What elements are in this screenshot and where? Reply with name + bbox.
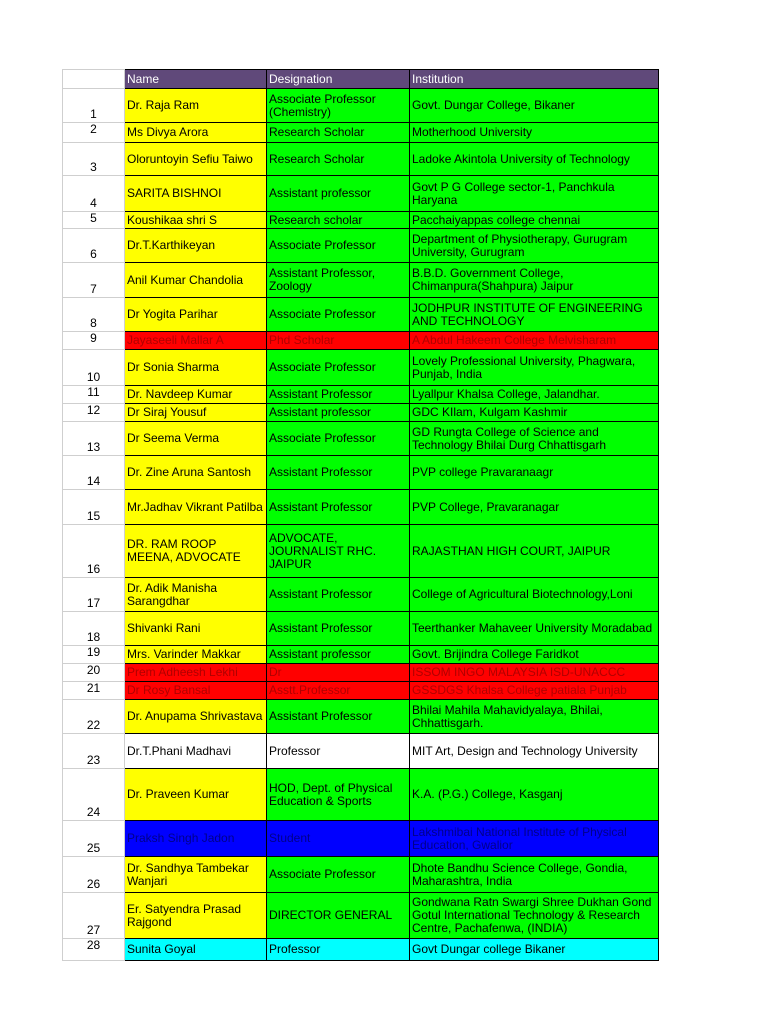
table-row — [63, 612, 659, 646]
name-cell — [125, 612, 267, 646]
designation-cell-text: Associate Professor — [269, 361, 376, 374]
table-row — [63, 646, 659, 664]
row-number-text: 26 — [86, 878, 101, 891]
header-institution: Institution — [410, 70, 659, 89]
designation-cell — [267, 525, 410, 578]
name-cell — [125, 404, 267, 422]
row-number — [63, 893, 125, 939]
row-number-text: 15 — [86, 510, 101, 523]
institution-cell — [410, 404, 659, 422]
name-cell — [125, 821, 267, 857]
designation-cell — [267, 350, 410, 386]
row-number-text: 28 — [86, 939, 101, 952]
row-number-text: 25 — [86, 842, 101, 855]
row-number-text: 17 — [86, 597, 101, 610]
institution-cell-text: Bhilai Mahila Mahavidyalaya, Bhilai, Chhattisgarh. — [412, 703, 603, 730]
row-number-text: 8 — [90, 317, 97, 330]
table-row — [63, 664, 659, 682]
institution-cell-text: PVP College, Pravaranagar — [412, 500, 560, 514]
name-cell-text: Shivanki Rani — [127, 622, 201, 635]
row-number-text: 11 — [87, 386, 100, 399]
table-row — [63, 490, 659, 525]
name-cell — [125, 700, 267, 734]
row-number — [63, 386, 125, 404]
institution-cell-text: College of Agricultural Biotechnology,Loni — [412, 588, 633, 601]
row-number-text: 7 — [90, 283, 97, 296]
institution-cell-text: JODHPUR INSTITUTE OF ENGINEERING AND TECHNOLOGY — [412, 301, 643, 328]
name-cell — [125, 212, 267, 229]
row-number-text: 24 — [86, 806, 101, 819]
table-row — [63, 893, 659, 939]
name-cell-text: Prem Adheesh Lekhi — [127, 666, 238, 679]
designation-cell-text: Assistant professor — [269, 406, 372, 419]
row-number — [63, 734, 125, 769]
name-cell-text: Dr. Zine Aruna Santosh — [127, 466, 252, 479]
row-number-text: 18 — [86, 631, 101, 644]
institution-cell — [410, 263, 659, 298]
name-cell-text: Dr. Praveen Kumar — [127, 788, 230, 801]
name-cell — [125, 578, 267, 612]
name-cell-text: DR. RAM ROOP MEENA, ADVOCATE — [127, 538, 241, 564]
name-cell — [125, 893, 267, 939]
name-cell-text: Ms Divya Arora — [127, 126, 209, 139]
institution-cell — [410, 578, 659, 612]
row-number-text: 1 — [90, 108, 97, 121]
institution-cell — [410, 893, 659, 939]
name-cell-text: Dr Rosy Bansal — [127, 684, 211, 697]
institution-cell-text: Govt. Brijindra College Faridkot — [412, 648, 579, 661]
designation-cell — [267, 664, 410, 682]
designation-cell — [267, 612, 410, 646]
designation-cell — [267, 212, 410, 229]
institution-cell — [410, 700, 659, 734]
institution-cell — [410, 386, 659, 404]
table-row — [63, 422, 659, 456]
designation-cell-text: Assistant Professor, Zoology — [269, 267, 376, 293]
row-number — [63, 332, 125, 350]
name-cell-text: Dr Siraj Yousuf — [127, 406, 207, 419]
row-number — [63, 769, 125, 821]
institution-cell — [410, 229, 659, 263]
designation-cell-text: Associate Professor — [269, 239, 376, 252]
designation-cell — [267, 332, 410, 350]
row-number — [63, 422, 125, 456]
designation-cell — [267, 646, 410, 664]
institution-cell — [410, 734, 659, 769]
name-cell-text: Mr.Jadhav Vikrant Patilba — [127, 500, 263, 514]
institution-cell — [410, 456, 659, 490]
designation-cell — [267, 263, 410, 298]
designation-cell — [267, 939, 410, 961]
institution-cell — [410, 612, 659, 646]
header-row — [63, 70, 659, 89]
row-number — [63, 456, 125, 490]
name-cell — [125, 939, 267, 961]
designation-cell-text: Associate Professor (Chemistry) — [269, 92, 376, 119]
row-number — [63, 646, 125, 664]
header-name: Name — [125, 70, 267, 89]
header-number — [63, 70, 125, 89]
row-number — [63, 578, 125, 612]
designation-cell — [267, 700, 410, 734]
name-cell-text: Dr Sonia Sharma — [127, 361, 220, 374]
table-row — [63, 263, 659, 298]
designation-cell-text: Research Scholar — [269, 152, 365, 166]
name-cell — [125, 332, 267, 350]
designation-cell-text: DIRECTOR GENERAL — [269, 909, 393, 922]
institution-cell-text: Gondwana Ratn Swargi Shree Dukhan Gond Gotul International Technology & Research Centre, Pachafenwa, (INDIA) — [412, 896, 652, 935]
institution-cell-text: B.B.D. Government College, Chimanpura(Shahpura) Jaipur — [412, 267, 574, 293]
designation-cell-text: Assistant Professor — [269, 388, 373, 401]
designation-cell — [267, 734, 410, 769]
designation-cell-text: Associate Professor — [269, 432, 376, 445]
designation-cell — [267, 229, 410, 263]
designation-cell-text: Assistant Professor — [269, 710, 373, 723]
name-cell-text: Oloruntoyin Sefiu Taiwo — [127, 152, 253, 166]
name-cell-text: Dr. Adik Manisha Sarangdhar — [127, 581, 218, 608]
designation-cell-text: HOD, Dept. of Physical Education & Sports — [269, 781, 393, 808]
institution-cell — [410, 769, 659, 821]
institution-cell-text: GDC KIlam, Kulgam Kashmir — [412, 406, 568, 419]
row-number — [63, 263, 125, 298]
institution-cell-text: Motherhood University — [412, 126, 533, 139]
table-row — [63, 456, 659, 490]
designation-cell-text: Assistant Professor — [269, 466, 373, 479]
institution-cell-text: Lakshmibai National Institute of Physical Education, Gwalior — [412, 825, 627, 852]
name-cell-text: Dr. Sandhya Tambekar Wanjari — [127, 861, 249, 888]
row-number — [63, 682, 125, 700]
name-cell-text: Dr. Anupama Shrivastava — [127, 710, 263, 723]
designation-cell-text: Associate Professor — [269, 868, 376, 881]
table-row — [63, 578, 659, 612]
table-row — [63, 212, 659, 229]
row-number-text: 23 — [86, 754, 101, 767]
designation-cell-text: Research Scholar — [269, 126, 365, 139]
designation-cell — [267, 456, 410, 490]
institution-cell — [410, 821, 659, 857]
institution-cell-text: K.A. (P.G.) College, Kasganj — [412, 788, 563, 801]
institution-cell — [410, 143, 659, 176]
designation-cell-text: Professor — [269, 744, 321, 758]
table-body — [63, 89, 659, 961]
designation-cell-text: ADVOCATE, JOURNALIST RHC. JAIPUR — [269, 531, 377, 571]
row-number-text: 4 — [90, 197, 97, 210]
institution-cell-text: Ladoke Akintola University of Technology — [412, 152, 630, 166]
name-cell — [125, 123, 267, 143]
designation-cell — [267, 404, 410, 422]
name-cell-text: Dr. Raja Ram — [127, 99, 200, 112]
row-number-text: 2 — [90, 123, 97, 136]
institution-cell-text: Govt. Dungar College, Bikaner — [412, 99, 575, 112]
designation-cell-text: Student — [269, 832, 311, 845]
institution-cell-text: Pacchaiyappas college chennai — [412, 213, 581, 227]
designation-cell — [267, 386, 410, 404]
institution-cell-text: GD Rungta College of Science and Technology Bhilai Durg Chhattisgarh — [412, 425, 607, 452]
name-cell-text: Koushikaa shri S — [127, 213, 218, 227]
institution-cell — [410, 298, 659, 332]
designation-cell — [267, 176, 410, 212]
row-number — [63, 525, 125, 578]
designation-cell — [267, 89, 410, 123]
table-row — [63, 386, 659, 404]
designation-cell-text: Assistant professor — [269, 187, 372, 200]
designation-cell-text: Assistant Professor — [269, 500, 373, 514]
designation-cell — [267, 298, 410, 332]
header-designation: Designation — [267, 70, 410, 89]
institution-cell — [410, 212, 659, 229]
name-cell-text: Jayaseeli Mallar A — [127, 334, 224, 347]
name-cell — [125, 769, 267, 821]
row-number-text: 6 — [90, 248, 97, 261]
table-row — [63, 89, 659, 123]
table-row — [63, 857, 659, 893]
institution-cell-text: Lovely Professional University, Phagwara, Punjab, India — [412, 354, 636, 381]
name-cell — [125, 682, 267, 700]
name-cell-text: Dr Seema Verma — [127, 432, 220, 445]
designation-cell-text: Dr — [269, 666, 282, 679]
name-cell-text: Er. Satyendra Prasad Rajgond — [127, 902, 242, 929]
table-row — [63, 939, 659, 961]
name-cell-text: Dr Yogita Parihar — [127, 308, 218, 321]
name-cell-text: Praksh Singh Jadon — [127, 832, 235, 845]
row-number — [63, 664, 125, 682]
institution-cell-text: PVP college Pravaranaagr — [412, 466, 554, 479]
name-cell — [125, 298, 267, 332]
name-cell — [125, 664, 267, 682]
institution-cell-text: Govt Dungar college Bikaner — [412, 943, 566, 956]
name-cell-text: Sunita Goyal — [127, 943, 196, 956]
designation-cell — [267, 821, 410, 857]
row-number — [63, 404, 125, 422]
institution-cell-text: GSSDGS Khalsa College patiala Punjab — [412, 684, 627, 697]
row-number — [63, 123, 125, 143]
institution-cell — [410, 664, 659, 682]
designation-cell — [267, 893, 410, 939]
table-row — [63, 769, 659, 821]
name-cell-text: Anil Kumar Chandolia — [127, 273, 244, 287]
row-number — [63, 143, 125, 176]
table-row — [63, 525, 659, 578]
table-row — [63, 229, 659, 263]
name-cell — [125, 263, 267, 298]
institution-cell — [410, 525, 659, 578]
row-number — [63, 350, 125, 386]
designation-cell-text: Assistant Professor — [269, 588, 373, 601]
row-number-text: 20 — [86, 664, 101, 677]
institution-cell-text: A Abdul Hakeem College Melvisharam — [412, 334, 617, 347]
name-cell — [125, 646, 267, 664]
table-row — [63, 332, 659, 350]
designation-cell — [267, 769, 410, 821]
row-number-text: 13 — [86, 441, 101, 454]
name-cell — [125, 89, 267, 123]
designation-cell — [267, 490, 410, 525]
name-cell — [125, 229, 267, 263]
row-number — [63, 176, 125, 212]
row-number-text: 3 — [90, 161, 97, 174]
row-number-text: 14 — [86, 475, 101, 488]
row-number-text: 9 — [90, 332, 97, 345]
designation-cell — [267, 578, 410, 612]
table-row — [63, 682, 659, 700]
name-cell — [125, 857, 267, 893]
institution-cell — [410, 176, 659, 212]
institution-cell — [410, 939, 659, 961]
table-row — [63, 350, 659, 386]
institution-cell — [410, 490, 659, 525]
table-row — [63, 734, 659, 769]
name-cell — [125, 490, 267, 525]
row-number — [63, 298, 125, 332]
row-number — [63, 612, 125, 646]
name-cell — [125, 350, 267, 386]
table-row — [63, 404, 659, 422]
participants-table — [62, 69, 659, 961]
institution-cell — [410, 332, 659, 350]
institution-cell — [410, 422, 659, 456]
designation-cell — [267, 857, 410, 893]
row-number — [63, 89, 125, 123]
row-number — [63, 821, 125, 857]
designation-cell — [267, 123, 410, 143]
row-number — [63, 490, 125, 525]
designation-cell-text: Asstt.Professor — [269, 684, 351, 697]
row-number — [63, 212, 125, 229]
row-number — [63, 700, 125, 734]
institution-cell-text: ISSOM INGO MALAYSIA ISD-UNACCC — [412, 666, 626, 679]
institution-cell — [410, 646, 659, 664]
name-cell — [125, 422, 267, 456]
name-cell — [125, 143, 267, 176]
institution-cell — [410, 682, 659, 700]
row-number-text: 5 — [90, 212, 97, 225]
name-cell-text: SARITA BISHNOI — [127, 187, 222, 200]
row-number-text: 19 — [86, 646, 101, 659]
row-number-text: 12 — [86, 404, 101, 417]
table-row — [63, 143, 659, 176]
row-number — [63, 857, 125, 893]
institution-cell — [410, 350, 659, 386]
row-number — [63, 939, 125, 961]
table-row — [63, 176, 659, 212]
row-number — [63, 229, 125, 263]
institution-cell — [410, 123, 659, 143]
designation-cell-text: Associate Professor — [269, 308, 376, 321]
institution-cell-text: Department of Physiotherapy, Gurugram University, Gurugram — [412, 232, 628, 259]
designation-cell-text: Phd Scholar — [269, 334, 335, 347]
name-cell-text: Dr. Navdeep Kumar — [127, 388, 233, 401]
name-cell — [125, 176, 267, 212]
row-number-text: 10 — [86, 371, 101, 384]
row-number-text: 22 — [86, 719, 101, 732]
row-number-text: 21 — [86, 682, 101, 695]
row-number-text: 16 — [86, 563, 101, 576]
name-cell-text: Dr.T.Phani Madhavi — [127, 744, 232, 758]
designation-cell-text: Assistant Professor — [269, 622, 373, 635]
institution-cell-text: RAJASTHAN HIGH COURT, JAIPUR — [412, 544, 611, 558]
name-cell — [125, 456, 267, 490]
name-cell-text: Dr.T.Karthikeyan — [127, 239, 216, 252]
institution-cell — [410, 89, 659, 123]
designation-cell-text: Professor — [269, 943, 321, 956]
institution-cell-text: Dhote Bandhu Science College, Gondia, Maharashtra, India — [412, 861, 628, 888]
designation-cell — [267, 143, 410, 176]
table-row — [63, 298, 659, 332]
institution-cell — [410, 857, 659, 893]
table-row — [63, 821, 659, 857]
institution-cell-text: MIT Art, Design and Technology University — [412, 744, 638, 758]
name-cell — [125, 525, 267, 578]
institution-cell-text: Teerthanker Mahaveer University Moradabad — [412, 622, 653, 635]
name-cell — [125, 386, 267, 404]
table-row — [63, 700, 659, 734]
name-cell-text: Mrs. Varinder Makkar — [127, 648, 241, 661]
row-number-text: 27 — [86, 924, 101, 937]
institution-cell-text: Govt P G College sector-1, Panchkula Haryana — [412, 180, 615, 207]
name-cell — [125, 734, 267, 769]
designation-cell — [267, 682, 410, 700]
table-row — [63, 123, 659, 143]
designation-cell — [267, 422, 410, 456]
designation-cell-text: Research scholar — [269, 213, 363, 227]
designation-cell-text: Assistant professor — [269, 648, 372, 661]
institution-cell-text: Lyallpur Khalsa College, Jalandhar. — [412, 388, 600, 401]
